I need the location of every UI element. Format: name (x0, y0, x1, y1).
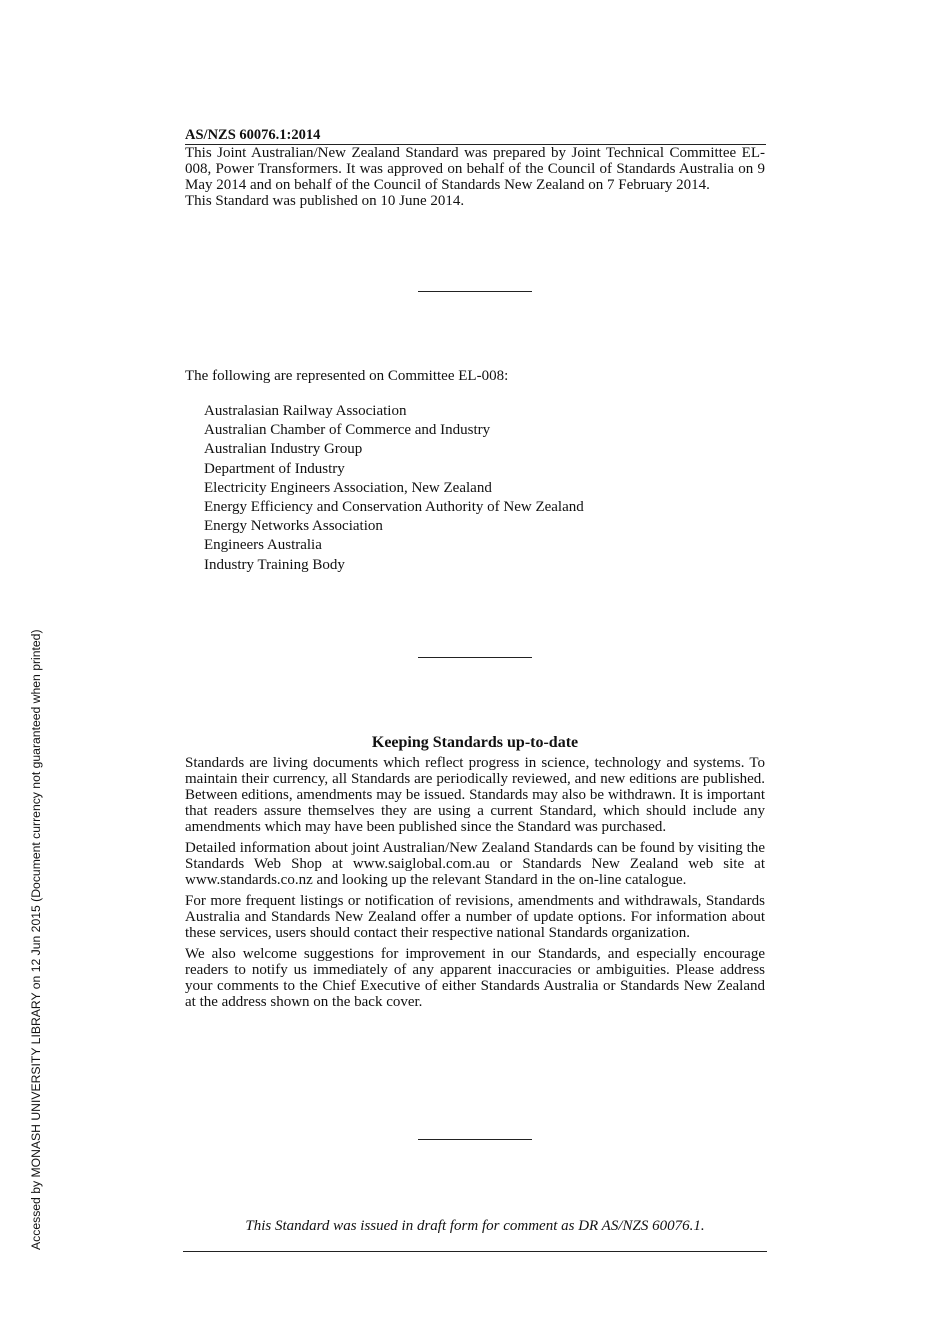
committee-member: Energy Efficiency and Conservation Authority of New Zealand (204, 499, 584, 516)
keeping-paragraph: Detailed information about joint Australian/New Zealand Standards can be found by visiting the Standards Web Shop at www.saiglobal.com.au or Standards New Zealand web site at www.standards.co.nz and looking up the relevant Standard in the on-line catalogue. (185, 840, 765, 888)
section-divider (418, 291, 532, 292)
committee-member: Australian Chamber of Commerce and Industry (204, 422, 491, 439)
draft-note: This Standard was issued in draft form for comment as DR AS/NZS 60076.1. (245, 1218, 705, 1234)
keeping-paragraph: We also welcome suggestions for improvement in our Standards, and especially encourage readers to notify us immediately of any apparent inaccuracies or ambiguities. Please address your comments to the Chief Executive of either Standards Australia or Standards New Zealand at the address shown on the back cover. (185, 946, 765, 1010)
committee-intro: The following are represented on Committee EL-008: (185, 368, 509, 384)
preparation-paragraph: This Joint Australian/New Zealand Standard was prepared by Joint Technical Committee EL-008, Power Transformers. It was approved on behalf of the Council of Standards Australia on 9 May 2014 and on behalf of the Council of Standards New Zealand on 7 February 2014. (185, 145, 765, 193)
committee-member: Industry Training Body (204, 556, 345, 573)
section-divider (418, 1139, 532, 1140)
committee-member: Energy Networks Association (204, 518, 383, 535)
access-side-note: Accessed by MONASH UNIVERSITY LIBRARY on 12 Jun 2015 (Document currency not guaranteed when printed) (29, 629, 43, 1250)
keeping-paragraph: Standards are living documents which reflect progress in science, technology and systems. To maintain their currency, all Standards are periodically reviewed, and new editions are published. Between editions, amendments may be issued. Standards may also be withdrawn. It is important that readers assure themselves they are using a current Standard, which should include any amendments which may have been published since the Standard was purchased. (185, 755, 765, 835)
keeping-paragraph: For more frequent listings or notification of revisions, amendments and withdrawals, Standards Australia and Standards New Zealand offer a number of update options. For information about these services, users should contact their respective national Standards organization. (185, 893, 765, 941)
section-divider (418, 657, 532, 658)
standard-number: AS/NZS 60076.1:2014 (185, 127, 321, 143)
committee-member-list (204, 402, 584, 575)
committee-member: Australian Industry Group (204, 441, 363, 458)
keeping-standards-body (185, 755, 765, 1015)
keeping-standards-heading: Keeping Standards up-to-date (371, 734, 579, 751)
committee-member: Australasian Railway Association (204, 403, 407, 419)
committee-member: Engineers Australia (204, 537, 322, 554)
preparation-text (185, 145, 765, 209)
footer-rule (183, 1251, 767, 1252)
committee-member: Electricity Engineers Association, New Zealand (204, 479, 492, 496)
committee-member: Department of Industry (204, 460, 345, 477)
publication-date-paragraph: This Standard was published on 10 June 2014. (185, 193, 465, 209)
